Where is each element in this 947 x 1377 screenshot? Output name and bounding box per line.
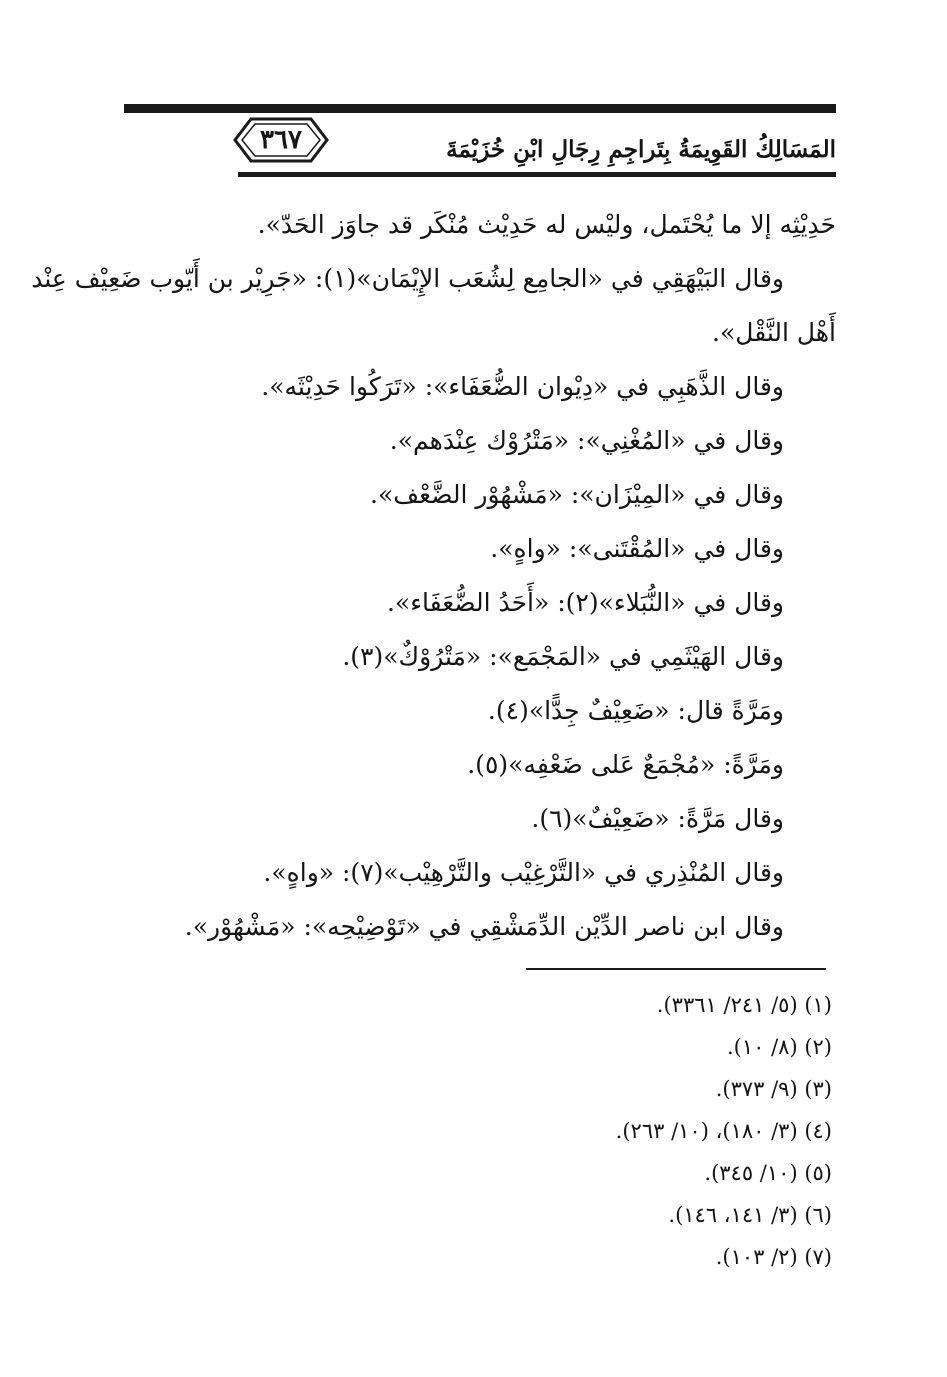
header-bottom-rule xyxy=(238,172,836,177)
footnote-7: (٧) (٢/ ١٠٣). xyxy=(715,1245,832,1269)
text-line-7: وقال في «المُقْتَنى»: «واهٍ». xyxy=(490,534,784,563)
text-line-10: ومَرَّةً قال: «ضَعِيْفٌ جِدًّا»(٤). xyxy=(487,696,784,725)
footnote-2: (٢) (٨/ ١٠). xyxy=(726,1035,832,1059)
text-line-2: وقال البَيْهَقِي في «الجامِع لِشُعَب الإِيْمَان»(١): «جَرِيْر بن أَيّوب ضَعِيْف عِنْد xyxy=(31,264,784,293)
text-line-12: وقال مَرَّةً: «ضَعِيْفٌ»(٦). xyxy=(531,804,784,833)
running-title: المَسَالِكُ القَوِيمَةُ بِتَراجِمِ رِجَالِ ابْنِ خُزَيْمَةَ xyxy=(446,136,836,163)
text-line-11: ومَرَّةً: «مُجْمَعٌ عَلى ضَعْفِه»(٥). xyxy=(467,750,784,779)
text-line-9: وقال الهَيْثَمِي في «المَجْمَع»: «مَتْرُوْكٌ»(٣). xyxy=(342,642,784,671)
page-number: ٣٦٧ xyxy=(260,125,302,155)
text-line-1: حَدِيْثِه إلا ما يُحْتَمل، وليْس له حَدِيْث مُنْكَر قد جاوَز الحَدّ». xyxy=(257,210,836,239)
footnote-5: (٥) (١٠/ ٣٤٥). xyxy=(704,1161,832,1185)
text-line-6: وقال في «المِيْزَان»: «مَشْهُوْر الضَّعْف». xyxy=(370,480,784,509)
footnotes xyxy=(300,984,832,1278)
footnote-separator xyxy=(526,968,826,970)
header-top-rule xyxy=(124,104,836,113)
text-line-8: وقال في «النُّبَلاء»(٢): «أَحَدُ الضُّعَفَاء». xyxy=(386,588,784,617)
footnote-4: (٤) (٣/ ١٨٠)، (١٠/ ٢٦٣). xyxy=(615,1119,832,1143)
main-text xyxy=(31,198,836,954)
text-line-14: وقال ابن ناصر الدِّيْن الدِّمَشْقِي في «تَوْضِيْحِه»: «مَشْهُوْر». xyxy=(184,912,784,941)
text-line-5: وقال في «المُغْنِي»: «مَتْرُوْك عِنْدَهم». xyxy=(389,426,784,455)
text-line-13: وقال المُنْذِري في «التَّرْغِيْب والتَّرْهِيْب»(٧): «واهٍ». xyxy=(263,858,784,887)
footnote-3: (٣) (٩/ ٣٧٣). xyxy=(715,1077,832,1101)
footnote-6: (٦) (٣/ ١٤١، ١٤٦). xyxy=(668,1203,832,1227)
footnote-1: (١) (٥/ ٢٤١/ ٣٣٦١). xyxy=(656,993,832,1017)
text-line-3: أَهْل النَّقْل». xyxy=(712,318,836,347)
text-line-4: وقال الذَّهَبِي في «دِيْوان الضُّعَفَاء»: «تَرَكُوا حَدِيْثَه». xyxy=(261,372,784,401)
